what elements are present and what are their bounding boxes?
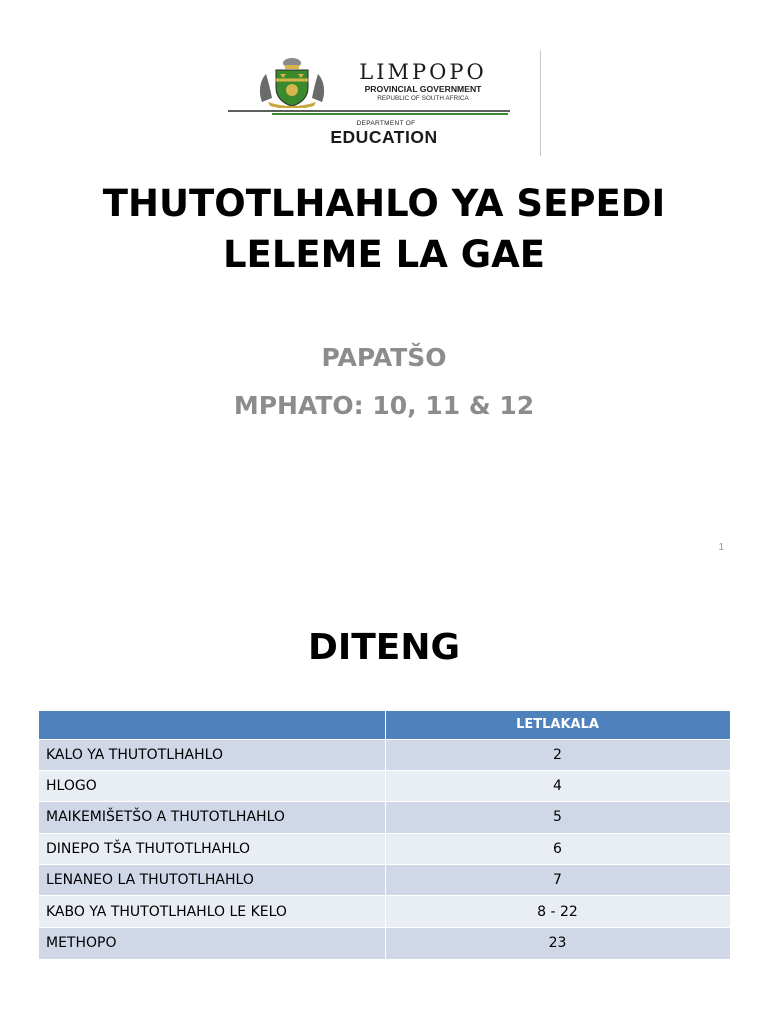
item-cell: MAIKEMIŠETŠO A THUTOTLHAHLO bbox=[39, 802, 385, 833]
logo-wordmark: LIMPOPO bbox=[359, 60, 487, 84]
item-cell: DINEPO TŠA THUTOTLHAHLO bbox=[39, 833, 385, 864]
title-line: LELEME LA GAE bbox=[222, 233, 546, 276]
logo-education-text: EDUCATION bbox=[330, 127, 438, 147]
page-cell: 8 - 22 bbox=[385, 896, 730, 927]
logo-country-text: REPUBLIC OF SOUTH AFRICA bbox=[377, 95, 469, 102]
page-cell: 2 bbox=[385, 739, 730, 770]
slide-title bbox=[40, 178, 728, 280]
subtitle-line: MPHATO: 10, 11 & 12 bbox=[233, 391, 535, 420]
table-row bbox=[39, 896, 730, 927]
item-cell: METHOPO bbox=[39, 927, 385, 958]
item-cell: KALO YA THUTOTLHAHLO bbox=[39, 739, 385, 770]
subtitle-line: PAPATŠO bbox=[321, 343, 447, 372]
table-header-row bbox=[39, 711, 730, 739]
slide-subtitle bbox=[40, 334, 728, 430]
logo-divider-green bbox=[272, 113, 508, 115]
logo-department-text: DEPARTMENT OF bbox=[356, 120, 416, 127]
table-row bbox=[39, 739, 730, 770]
table-row bbox=[39, 770, 730, 801]
title-line: THUTOTLHAHLO YA SEPEDI bbox=[102, 182, 666, 225]
table-row bbox=[39, 927, 730, 958]
contents-slide bbox=[0, 575, 768, 1024]
contents-heading: DITENG bbox=[307, 627, 461, 668]
item-cell: KABO YA THUTOTLHAHLO LE KELO bbox=[39, 896, 385, 927]
page-cell: 4 bbox=[385, 770, 730, 801]
limpopo-education-logo bbox=[228, 50, 542, 156]
logo-divider bbox=[228, 110, 510, 112]
item-cell: LENANEO LA THUTOTLHAHLO bbox=[39, 865, 385, 896]
page-cell: 7 bbox=[385, 865, 730, 896]
page-cell: 23 bbox=[385, 927, 730, 958]
page-number: 1 bbox=[718, 542, 724, 553]
table-row bbox=[39, 865, 730, 896]
logo-edge-line bbox=[540, 50, 541, 156]
page-cell: 5 bbox=[385, 802, 730, 833]
page-cell: 6 bbox=[385, 833, 730, 864]
header-cell-page: LETLAKALA bbox=[385, 711, 730, 739]
header-cell-item bbox=[39, 711, 385, 739]
table-row bbox=[39, 802, 730, 833]
item-cell: HLOGO bbox=[39, 770, 385, 801]
contents-table bbox=[39, 711, 731, 959]
coat-of-arms-icon bbox=[256, 54, 328, 108]
logo-province-text: PROVINCIAL GOVERNMENT bbox=[364, 84, 482, 94]
table-row bbox=[39, 833, 730, 864]
